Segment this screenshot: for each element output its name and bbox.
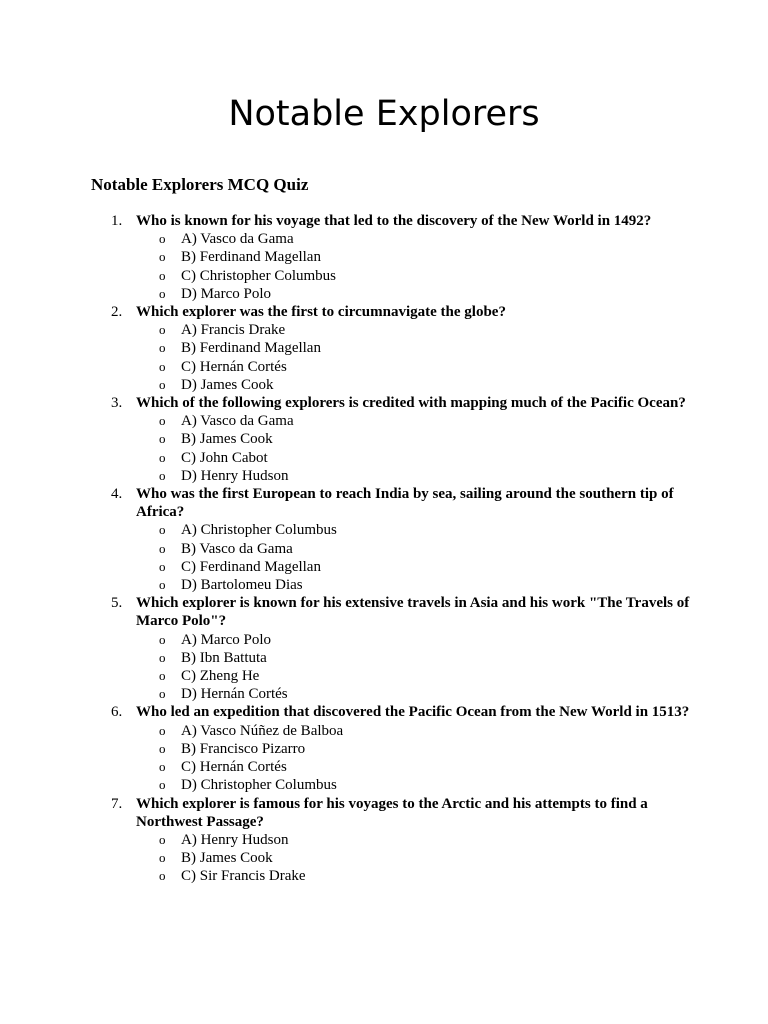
bullet-icon: o	[159, 249, 166, 265]
question-text: Who was the first European to reach India by sea, sailing around the southern tip of Africa?	[136, 486, 674, 521]
question-text: Which explorer was the first to circumnavigate the globe?	[136, 304, 506, 321]
question-text: Who led an expedition that discovered the Pacific Ocean from the New World in 1513?	[136, 704, 690, 721]
option-item	[136, 339, 691, 357]
question-6	[91, 703, 691, 794]
document-title: Notable Explorers	[228, 94, 540, 134]
option-text: C) Hernán Cortés	[181, 358, 287, 375]
option-text: A) Vasco da Gama	[181, 413, 294, 430]
option-item	[136, 358, 691, 376]
question-1	[91, 212, 691, 303]
option-item	[136, 649, 691, 667]
option-list	[136, 521, 691, 594]
bullet-icon: o	[159, 285, 166, 301]
option-item	[136, 449, 691, 467]
bullet-icon: o	[159, 376, 166, 392]
question-4	[91, 485, 691, 594]
question-7	[91, 795, 691, 886]
bullet-icon: o	[159, 431, 166, 447]
option-text: C) Christopher Columbus	[181, 267, 337, 284]
bullet-icon: o	[159, 850, 166, 866]
option-text: B) Francisco Pizarro	[181, 740, 306, 757]
option-list	[136, 831, 691, 886]
option-item	[136, 558, 691, 576]
bullet-icon: o	[159, 467, 166, 483]
option-text: D) James Cook	[181, 376, 274, 393]
question-number: 1.	[111, 213, 123, 229]
option-list	[136, 230, 691, 303]
option-item	[136, 722, 691, 740]
question-text: Which of the following explorers is credited with mapping much of the Pacific Ocean?	[136, 395, 686, 412]
option-text: A) Francis Drake	[181, 322, 286, 339]
question-number: 3.	[111, 395, 123, 412]
option-item	[136, 230, 691, 248]
option-text: D) Henry Hudson	[181, 467, 289, 484]
question-number: 4.	[111, 486, 123, 503]
question-list	[91, 212, 691, 886]
option-text: A) Henry Hudson	[181, 831, 289, 848]
option-item	[136, 867, 691, 885]
bullet-icon: o	[159, 577, 166, 593]
option-item	[136, 740, 691, 758]
bullet-icon: o	[159, 649, 166, 665]
option-item	[136, 685, 691, 703]
option-text: A) Christopher Columbus	[181, 522, 337, 539]
option-text: C) John Cabot	[181, 449, 268, 466]
bullet-icon: o	[159, 449, 166, 465]
bullet-icon: o	[159, 759, 166, 775]
option-item	[136, 758, 691, 776]
question-text: Who is known for his voyage that led to the discovery of the New World in 1492?	[136, 213, 652, 229]
bullet-icon: o	[159, 831, 166, 847]
option-item	[136, 776, 691, 794]
option-item	[136, 631, 691, 649]
option-text: A) Vasco Núñez de Balboa	[181, 722, 344, 739]
option-list	[136, 722, 691, 795]
option-text: B) Ferdinand Magellan	[181, 340, 321, 357]
bullet-icon: o	[159, 231, 166, 247]
option-item	[136, 321, 691, 339]
option-item	[136, 267, 691, 285]
option-text: C) Sir Francis Drake	[181, 868, 306, 885]
option-text: C) Zheng He	[181, 668, 260, 685]
option-text: C) Ferdinand Magellan	[181, 558, 321, 575]
question-number: 5.	[111, 595, 123, 612]
option-item	[136, 849, 691, 867]
option-item	[136, 667, 691, 685]
option-item	[136, 376, 691, 394]
option-item	[136, 430, 691, 448]
bullet-icon: o	[159, 358, 166, 374]
question-number: 2.	[111, 304, 123, 321]
option-item	[136, 285, 691, 303]
option-item	[136, 521, 691, 539]
bullet-icon: o	[159, 740, 166, 756]
option-text: D) Hernán Cortés	[181, 686, 288, 703]
bullet-icon: o	[159, 413, 166, 429]
option-list	[136, 631, 691, 704]
bullet-icon: o	[159, 722, 166, 738]
option-text: C) Hernán Cortés	[181, 759, 287, 776]
question-number: 6.	[111, 704, 123, 721]
bullet-icon: o	[159, 777, 166, 793]
option-text: D) Bartolomeu Dias	[181, 577, 303, 594]
bullet-icon: o	[159, 631, 166, 647]
quiz-heading: Notable Explorers MCQ Quiz	[91, 175, 309, 194]
question-text: Which explorer is famous for his voyages to the Arctic and his attempts to find a Northwest Passage?	[136, 795, 648, 830]
option-text: B) James Cook	[181, 850, 273, 867]
option-item	[136, 831, 691, 849]
bullet-icon: o	[159, 868, 166, 884]
question-number: 7.	[111, 795, 123, 812]
option-text: B) Vasco da Gama	[181, 540, 293, 557]
bullet-icon: o	[159, 668, 166, 684]
option-item	[136, 540, 691, 558]
option-text: A) Marco Polo	[181, 631, 271, 648]
option-item	[136, 576, 691, 594]
bullet-icon: o	[159, 322, 166, 338]
question-3	[91, 394, 691, 485]
option-item	[136, 467, 691, 485]
question-2	[91, 303, 691, 394]
option-text: D) Marco Polo	[181, 285, 271, 302]
bullet-icon: o	[159, 340, 166, 356]
bullet-icon: o	[159, 558, 166, 574]
option-text: B) Ferdinand Magellan	[181, 249, 321, 266]
bullet-icon: o	[159, 522, 166, 538]
option-list	[136, 321, 691, 394]
option-text: B) James Cook	[181, 431, 273, 448]
option-list	[136, 412, 691, 485]
option-text: A) Vasco da Gama	[181, 231, 294, 248]
option-item	[136, 412, 691, 430]
question-5	[91, 594, 691, 703]
option-item	[136, 248, 691, 266]
option-text: D) Christopher Columbus	[181, 777, 337, 794]
question-text: Which explorer is known for his extensive travels in Asia and his work "The Travels of Marco Polo"?	[136, 595, 690, 630]
bullet-icon: o	[159, 540, 166, 556]
bullet-icon: o	[159, 267, 166, 283]
option-text: B) Ibn Battuta	[181, 649, 267, 666]
bullet-icon: o	[159, 686, 166, 702]
